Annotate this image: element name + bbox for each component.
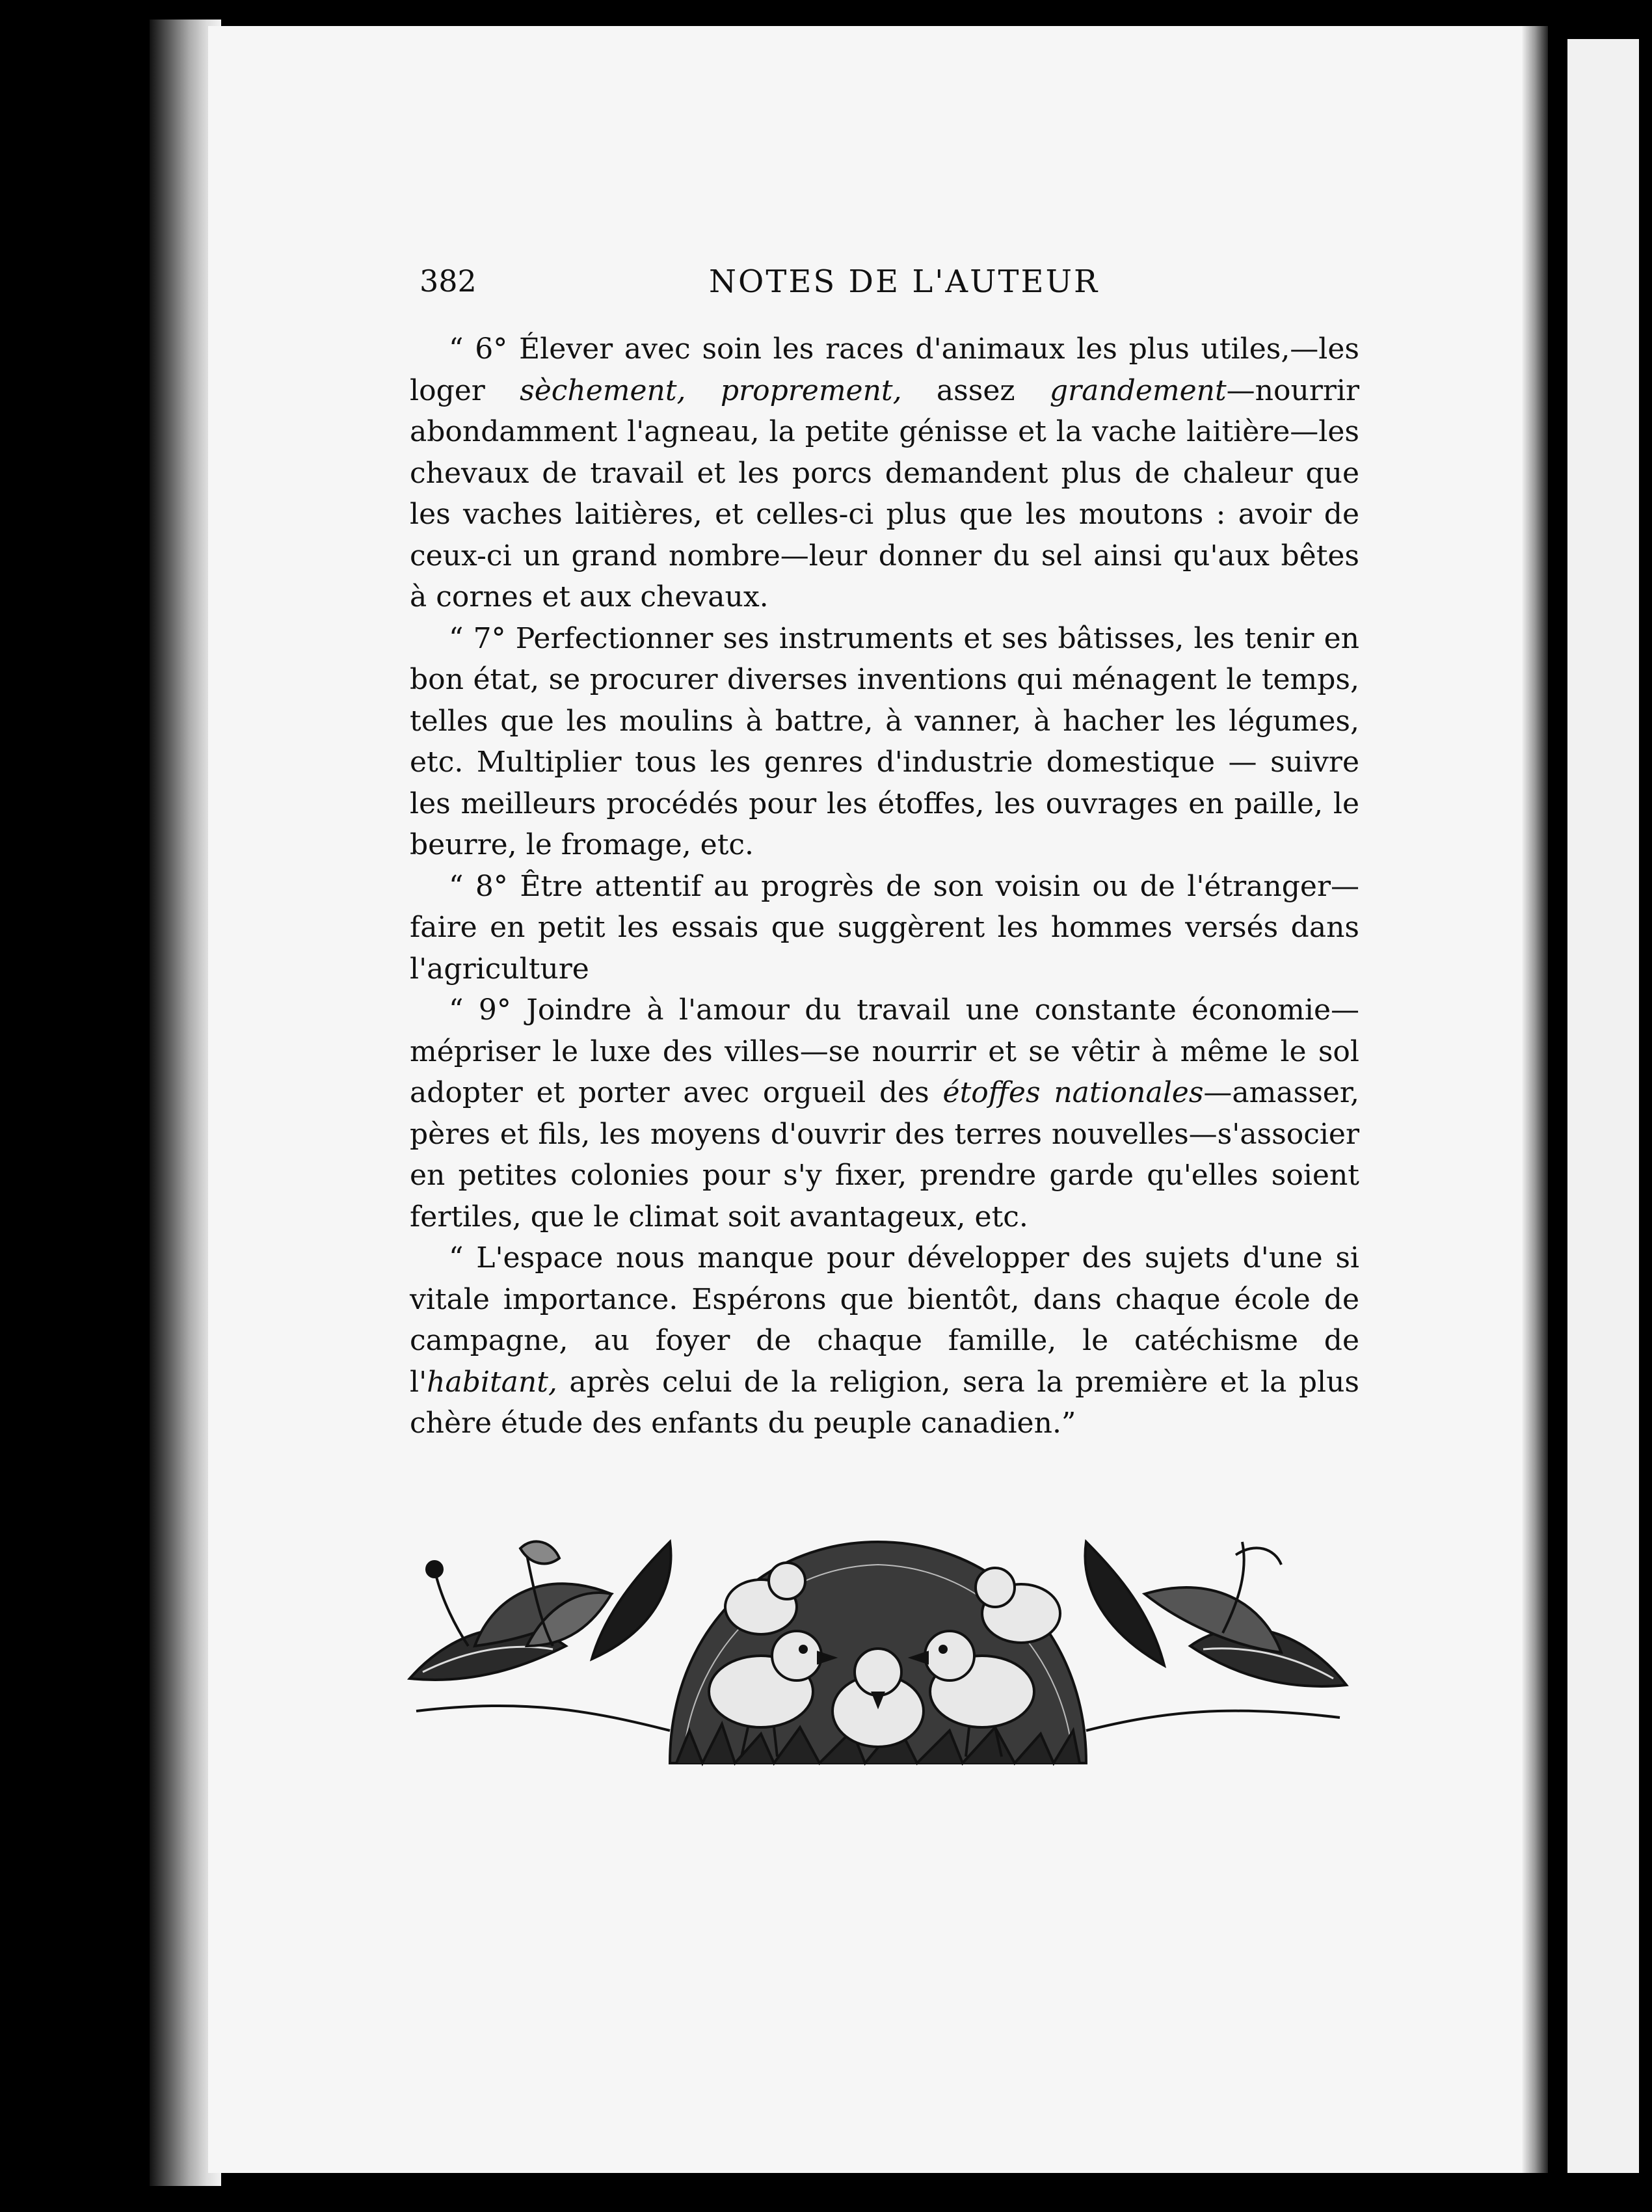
facing-page-edge bbox=[1567, 39, 1639, 2173]
paragraph-6-text-a: “ 6° Élever avec soin les races d'animaux les plus utiles,—les loger bbox=[410, 332, 1359, 407]
paragraph-9 bbox=[410, 990, 1359, 1237]
closing-italic: habitant, bbox=[427, 1365, 557, 1399]
running-title: NOTES DE L'AUTEUR bbox=[709, 263, 1100, 300]
paragraph-8: “ 8° Être attentif au progrès de son voisin ou de l'étranger—faire en petit les essais que suggèrent les hommes versés dans l'agriculture bbox=[410, 869, 1359, 986]
page-header bbox=[420, 263, 1343, 309]
paragraph-9-text-b: —amasser, pères et fils, les moyens d'ouvrir des terres nouvelles—s'associer en petites colonies pour s'y fixer, prendre garde qu'elles soient fertiles, que le climat soit avantageux, etc. bbox=[410, 1076, 1359, 1234]
page-number: 382 bbox=[420, 263, 477, 299]
book-gutter-shadow bbox=[1522, 26, 1548, 2173]
chicks-vignette-icon bbox=[397, 1516, 1359, 1789]
paragraph-6-text-c: —nourrir abondamment l'agneau, la petite génisse et la vache laitière—les chevaux de travail et les porcs demandent plus de chaleur que les vaches laitières, et celles-ci plus que les moutons : avoir de ceux-ci un grand nombre—leur donner du sel ainsi qu'aux bêtes à cornes et aux chevaux. bbox=[410, 373, 1359, 614]
closing-text-b: après celui de la religion, sera la première et la plus chère étude des enfants du peuple canadien.” bbox=[410, 1365, 1359, 1440]
paragraph-7: “ 7° Perfectionner ses instruments et ses bâtisses, les tenir en bon état, se procurer diverses inventions qui ménagent le temps, telles que les moulins à battre, à vanner, à hacher les légumes, etc. Multiplier tous les genres d'industrie domestique — suivre les meilleurs procédés pour les étoffes, les ouvrages en paille, le beurre, le fromage, etc. bbox=[410, 621, 1359, 861]
closing-paragraph bbox=[410, 1237, 1359, 1444]
closing-text-a: “ L'espace nous manque pour développer des sujets d'une si vitale importance. Espérons que bientôt, dans chaque école de campagne, au foyer de chaque famille, le catéchisme de l' bbox=[410, 1241, 1359, 1399]
paragraph-9-text-a: “ 9° Joindre à l'amour du travail une constante économie—mépriser le luxe des villes—se nourrir et se vêtir à même le sol adopter et porter avec orgueil des bbox=[410, 993, 1359, 1109]
paragraph-6-italic-a: sèchement, proprement, bbox=[520, 373, 902, 407]
body-text bbox=[410, 329, 1359, 1444]
paragraph-6 bbox=[410, 329, 1359, 618]
paragraph-6-italic-b: grandement bbox=[1049, 373, 1227, 407]
paragraph-9-italic: étoffes nationales bbox=[942, 1076, 1204, 1109]
paragraph-6-text-b: assez bbox=[901, 373, 1050, 407]
